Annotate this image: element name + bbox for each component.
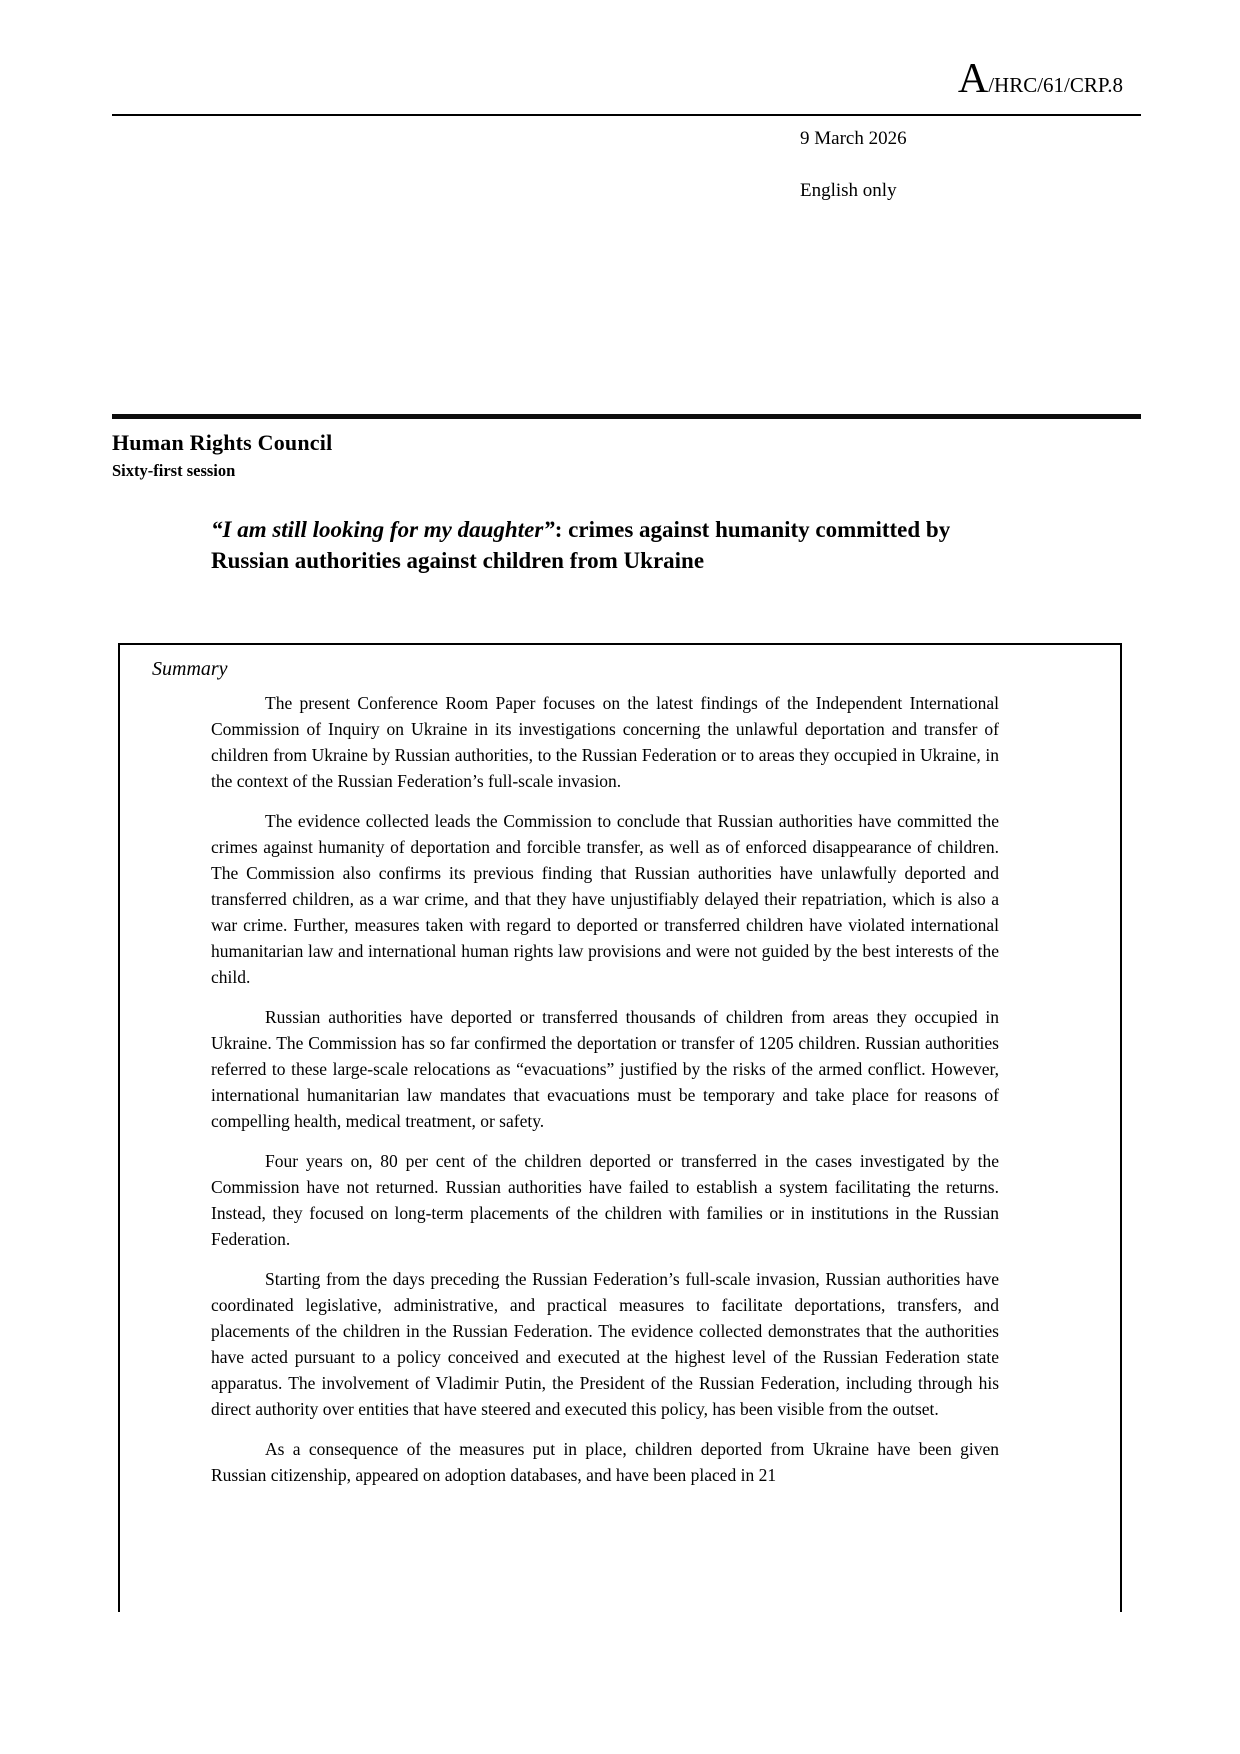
header-rule: [112, 114, 1141, 116]
org-name: Human Rights Council: [112, 430, 333, 455]
document-date: 9 March 2026: [800, 128, 907, 149]
summary-box: [118, 643, 1122, 1612]
summary-paragraph: The present Conference Room Paper focuses on the latest findings of the Independent International Commission of Inquiry on Ukraine in its investigations concerning the unlawful deportation and transfer of children from Ukraine by Russian authorities, to the Russian Federation or to areas they occupied in Ukraine, in the context of the Russian Federation’s full-scale invasion.: [211, 693, 999, 791]
document-title: [211, 514, 959, 576]
doc-symbol-number: /HRC/61/CRP.8: [988, 73, 1123, 97]
summary-paragraph: As a consequence of the measures put in place, children deported from Ukraine have been given Russian citizenship, appeared on adoption databases, and have been placed in 21: [211, 1439, 999, 1485]
doc-symbol: [958, 58, 1123, 100]
document-title-quote: “I am still looking for my daughter”: [211, 517, 555, 542]
doc-symbol-series: A: [957, 56, 989, 102]
summary-paragraph: Starting from the days preceding the Russian Federation’s full-scale invasion, Russian authorities have coordinated legislative, administrative, and practical measures to facilitate deportations, transfers, and placements of the children in the Russian Federation. The evidence collected demonstrates that the authorities have acted pursuant to a policy conceived and executed at the highest level of the Russian Federation state apparatus. The involvement of Vladimir Putin, the President of the Russian Federation, including through his direct authority over entities that have steered and executed this policy, has been visible from the outset.: [211, 1269, 999, 1419]
summary-paragraph: The evidence collected leads the Commission to conclude that Russian authorities have committed the crimes against humanity of deportation and forcible transfer, as well as of enforced disappearance of children. The Commission also confirms its previous finding that Russian authorities have unlawfully deported and transferred children, as a war crime, and that they have unjustifiably delayed their repatriation, which is also a war crime. Further, measures taken with regard to deported or transferred children have violated international humanitarian law and international human rights law provisions and were not guided by the best interests of the child.: [211, 811, 999, 987]
summary-paragraph: Four years on, 80 per cent of the children deported or transferred in the cases investigated by the Commission have not returned. Russian authorities have failed to establish a system facilitating the returns. Instead, they focused on long-term placements of the children with families or in institutions in the Russian Federation.: [211, 1151, 999, 1249]
session-name: Sixty-first session: [112, 461, 236, 480]
section-rule: [112, 414, 1141, 419]
summary-content: [211, 690, 999, 1488]
document-title-rest: : crimes against humanity committed by Russian authorities against children from Ukraine: [211, 517, 951, 573]
language-note: English only: [800, 180, 897, 201]
summary-heading: Summary: [152, 658, 228, 680]
summary-paragraph: Russian authorities have deported or transferred thousands of children from areas they occupied in Ukraine. The Commission has so far confirmed the deportation or transfer of 1205 children. Russian authorities referred to these large-scale relocations as “evacuations” justified by the risks of the armed conflict. However, international humanitarian law mandates that evacuations must be temporary and take place for reasons of compelling health, medical treatment, or safety.: [211, 1007, 999, 1131]
